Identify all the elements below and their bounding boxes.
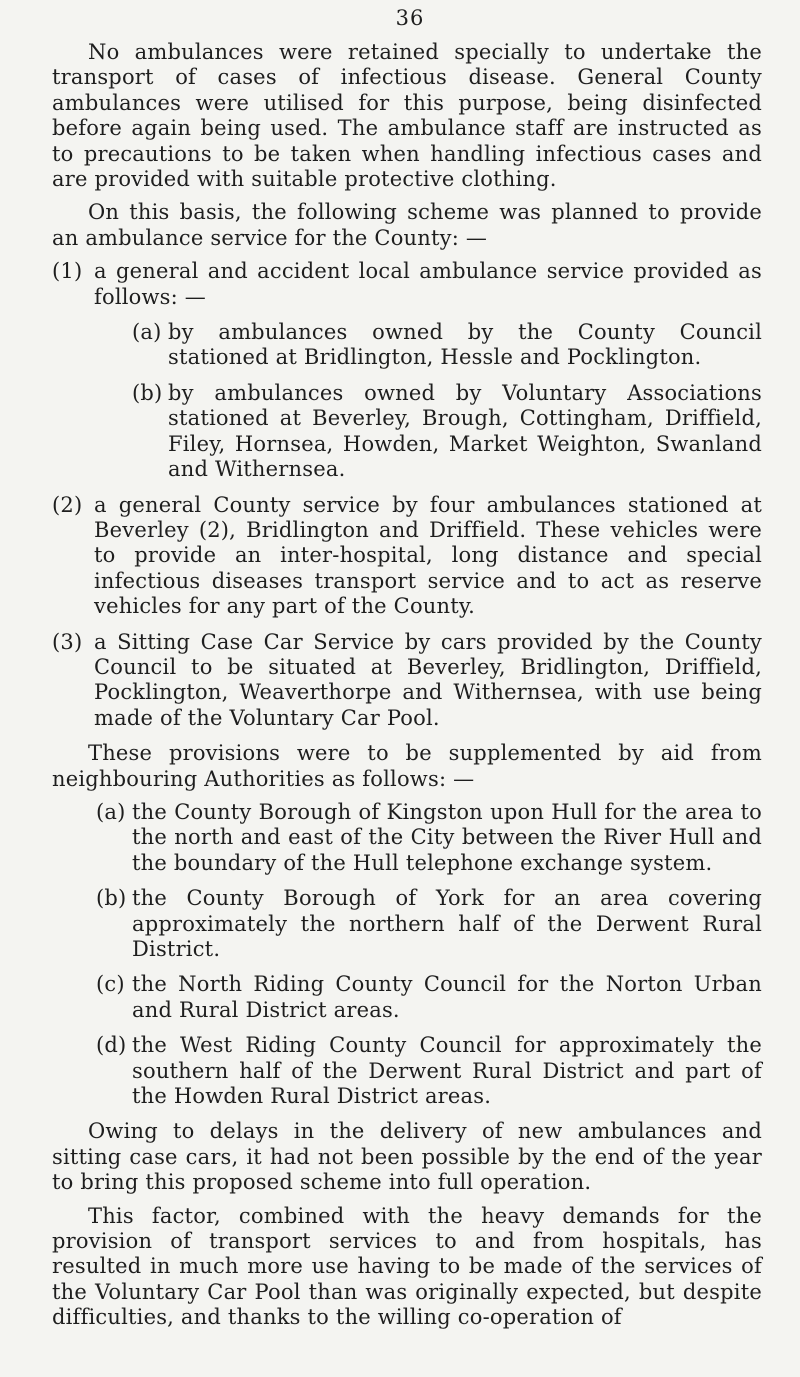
scheme-item-3 — [52, 630, 762, 732]
paragraph-delays: Owing to delays in the delivery of new ambulances and sitting case cars, it had not been possible by the end of the year to bring this proposed scheme into full operation. — [52, 1119, 762, 1195]
paragraph-ambulances-infectious: No ambulances were retained specially to undertake the transport of cases of infectious disease. General County ambulances were utilised for this purpose, being disinfected before again being used. The ambulance staff are instructed as to precautions to be taken when handling infectious cases and are provided with suitable protective clothing. — [52, 40, 762, 192]
scheme-item-1 — [52, 259, 762, 310]
scheme-subitem-text: by ambulances owned by the County Council stationed at Bridlington, Hessle and Pocklington. — [168, 320, 762, 370]
scheme-item-text: a general County service by four ambulances stationed at Beverley (2), Bridlington and Driffield. These vehicles were to provide an inter-hospital, long distance and special infectious diseases transport service and to act as reserve vehicles for any part of the County. — [94, 492, 762, 619]
list-marker: (1) — [52, 259, 83, 284]
neighbour-item-text: the West Riding County Council for approximately the southern half of the Derwent Rural District and part of the Howden Rural District areas. — [132, 1033, 762, 1109]
scheme-subitem-a — [52, 320, 762, 371]
paragraph-scheme-intro: On this basis, the following scheme was planned to provide an ambulance service for the County: — — [52, 200, 762, 250]
neighbour-item-text: the County Borough of York for an area covering approximately the northern half of the Derwent Rural District. — [132, 886, 762, 961]
neighbour-item-d — [52, 1033, 762, 1109]
scheme-subitem-text: by ambulances owned by Voluntary Associations stationed at Beverley, Brough, Cottingham, Driffield, Filey, Hornsea, Howden, Market Weighton, Swanland and Withernsea. — [168, 380, 762, 482]
neighbour-item-text: the North Riding County Council for the Norton Urban and Rural District areas. — [132, 972, 762, 1022]
list-marker: (c) — [96, 972, 125, 997]
list-marker: (b) — [132, 380, 163, 405]
neighbour-item-a — [52, 800, 762, 876]
scheme-item-2 — [52, 493, 762, 620]
body-text — [52, 40, 762, 1339]
list-marker: (a) — [132, 320, 162, 345]
scheme-item-text: a general and accident local ambulance service provided as follows: — — [94, 259, 762, 309]
list-marker: (a) — [96, 799, 126, 824]
neighbour-item-b — [52, 886, 762, 962]
neighbour-item-text: the County Borough of Kingston upon Hull for the area to the north and east of the City between the River Hull and the boundary of the Hull telephone exchange system. — [132, 799, 762, 875]
scheme-item-text: a Sitting Case Car Service by cars provided by the County Council to be situated at Beverley, Bridlington, Driffield, Pocklington, Weaverthorpe and Withernsea, with use being made of the Voluntary Car Pool. — [94, 629, 762, 730]
list-marker: (b) — [96, 886, 127, 911]
list-marker: (d) — [96, 1033, 127, 1058]
page-number: 36 — [395, 6, 425, 30]
paragraph-voluntary-car-pool: This factor, combined with the heavy demands for the provision of transport services to and from hospitals, has resulted in much more use having to be made of the services of the Voluntary Car Pool than was originally expected, but despite difficulties, and thanks to the willing co-operation of — [52, 1203, 762, 1330]
list-marker: (3) — [52, 629, 83, 654]
neighbour-item-c — [52, 972, 762, 1023]
list-marker: (2) — [52, 492, 83, 517]
paragraph-neighbouring-authorities: These provisions were to be supplemented by aid from neighbouring Authorities as follows: — — [52, 741, 762, 791]
scheme-subitem-b — [52, 381, 762, 483]
